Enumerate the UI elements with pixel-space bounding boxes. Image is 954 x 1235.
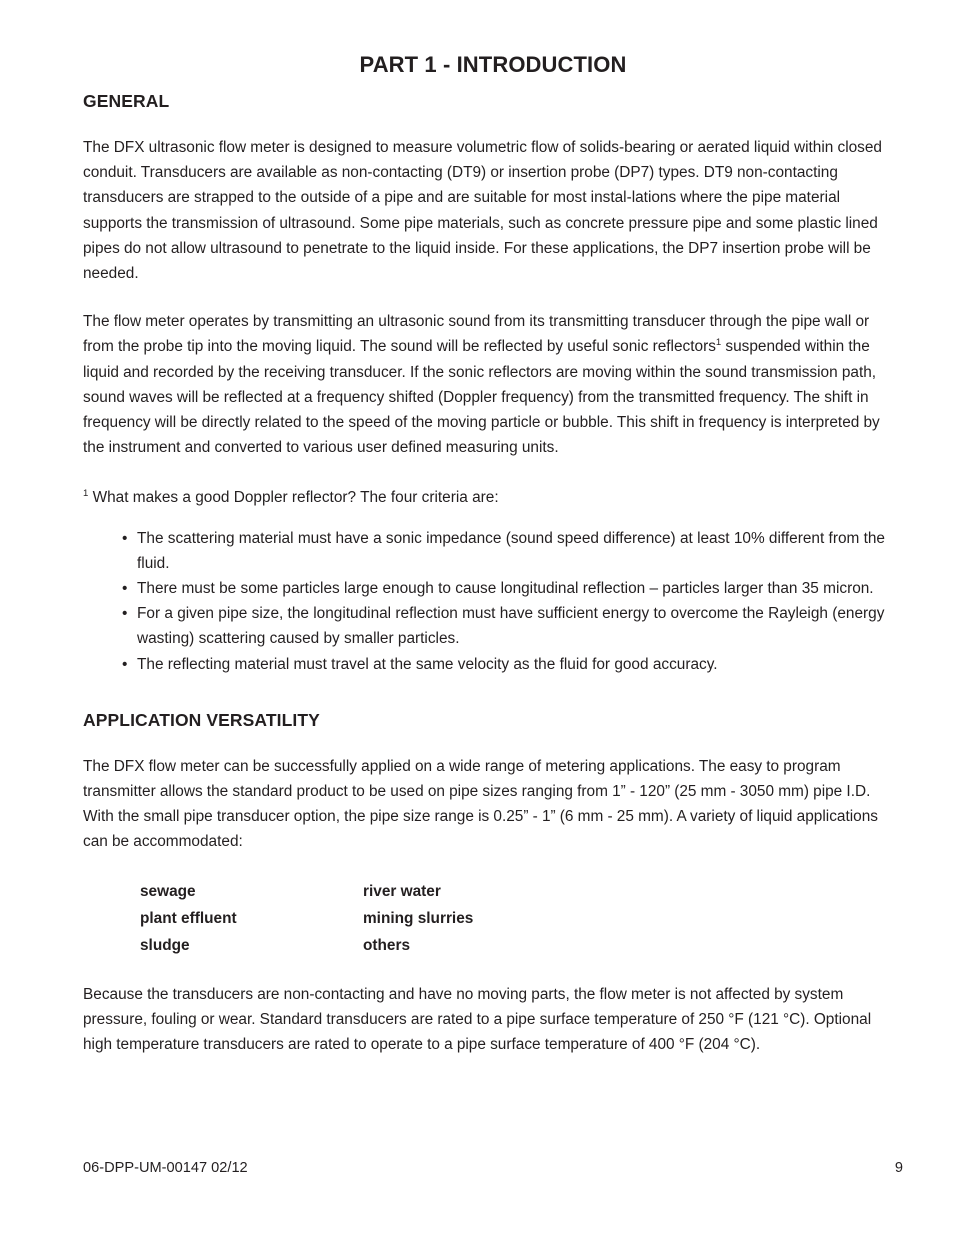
general-paragraph-2-part-b: suspended within the liquid and recorded by the receiving transducer. If the sonic reflectors are moving within the sound transmission path, sound waves will be reflected at a frequency shifted (Doppler frequency) from the transmitted frequency. The shift in frequency will be directly related to the speed of the moving particle or bubble. This shift in frequency is interpreted by the instrument and converted to various user defined measuring units.: [83, 338, 880, 457]
section-heading-application-versatility: APPLICATION VERSATILITY: [83, 709, 320, 730]
list-item-text: The scattering material must have a sonic impedance (sound speed difference) at least 10% different from the fluid.: [137, 529, 885, 572]
application-row: [140, 878, 903, 905]
application-item-left: plant effluent: [140, 909, 237, 927]
footnote-intro: [83, 460, 903, 510]
footer-document-number: 06-DPP-UM-00147 02/12: [83, 1160, 248, 1176]
application-item-left: sewage: [140, 882, 196, 900]
application-item-right: mining slurries: [363, 909, 474, 927]
application-list: [83, 855, 903, 959]
footnote-marker: 1: [83, 488, 89, 500]
criteria-list: [83, 511, 903, 677]
bullet-icon: •: [122, 605, 128, 623]
list-item: [83, 652, 903, 677]
footnote-reference-marker: 1: [715, 337, 722, 349]
page-footer: [83, 1160, 903, 1176]
bullet-icon: •: [122, 529, 128, 547]
list-item: [83, 526, 903, 576]
footer-page-number: 9: [894, 1160, 903, 1176]
page-title: PART 1 - INTRODUCTION: [359, 52, 627, 77]
list-item: [83, 576, 903, 601]
bullet-icon: •: [122, 580, 128, 598]
list-item: [83, 601, 903, 651]
list-item-text: The reflecting material must travel at the same velocity as the fluid for good accuracy.: [137, 655, 718, 673]
application-versatility-paragraph-2: Because the transducers are non-contacting and have no moving parts, the flow meter is not affected by system pressure, fouling or wear. Standard transducers are rated to a pipe surface temperature of 250 °F (121 °C). Optional high temperature transducers are rated to operate to a pipe surface temperature of 400 °F (204 °C).: [83, 985, 872, 1054]
bullet-icon: •: [122, 655, 128, 673]
section-heading-general: GENERAL: [83, 91, 170, 111]
application-item-right: river water: [363, 882, 441, 900]
application-item-right: others: [363, 936, 411, 954]
application-versatility-paragraph-1: The DFX flow meter can be successfully applied on a wide range of metering applications. The easy to program transmitter allows the standard product to be used on pipe sizes ranging from 1” - 120” (25 mm - 3050 mm) pipe I.D. With the small pipe transducer option, the pipe size range is 0.25” - 1” (6 mm - 25 mm). A variety of liquid applications can be accommodated:: [83, 757, 878, 851]
general-paragraph-2-part-a: The flow meter operates by transmitting an ultrasonic sound from its transmitting transducer through the pipe wall or from the probe tip into the moving liquid. The sound will be reflected by useful sonic reflectors: [83, 313, 870, 356]
application-row: [140, 932, 903, 959]
footnote-intro-text: What makes a good Doppler reflector? The four criteria are:: [88, 489, 499, 507]
list-item-text: For a given pipe size, the longitudinal reflection must have sufficient energy to overcome the Rayleigh (energy wasting) scattering caused by smaller particles.: [137, 605, 885, 648]
application-row: [140, 905, 903, 932]
general-paragraph-2: [83, 286, 903, 460]
general-paragraph-1: The DFX ultrasonic flow meter is designed to measure volumetric flow of solids-bearing or aerated liquid within closed conduit. Transducers are available as non-contacting (DT9) or insertion probe (DP7) types. DT9 non-contacting transducers are strapped to the outside of a pipe and are suitable for most instal-lations where the pipe material supports the transmission of ultrasound. Some pipe materials, such as concrete pressure pipe and some plastic lined pipes do not allow ultrasound to penetrate to the liquid inside. For these applications, the DP7 insertion probe will be needed.: [83, 139, 882, 283]
list-item-text: There must be some particles large enough to cause longitudinal reflection – particles larger than 35 micron.: [137, 580, 874, 598]
application-item-left: sludge: [140, 936, 190, 954]
page-content: [83, 0, 903, 1057]
